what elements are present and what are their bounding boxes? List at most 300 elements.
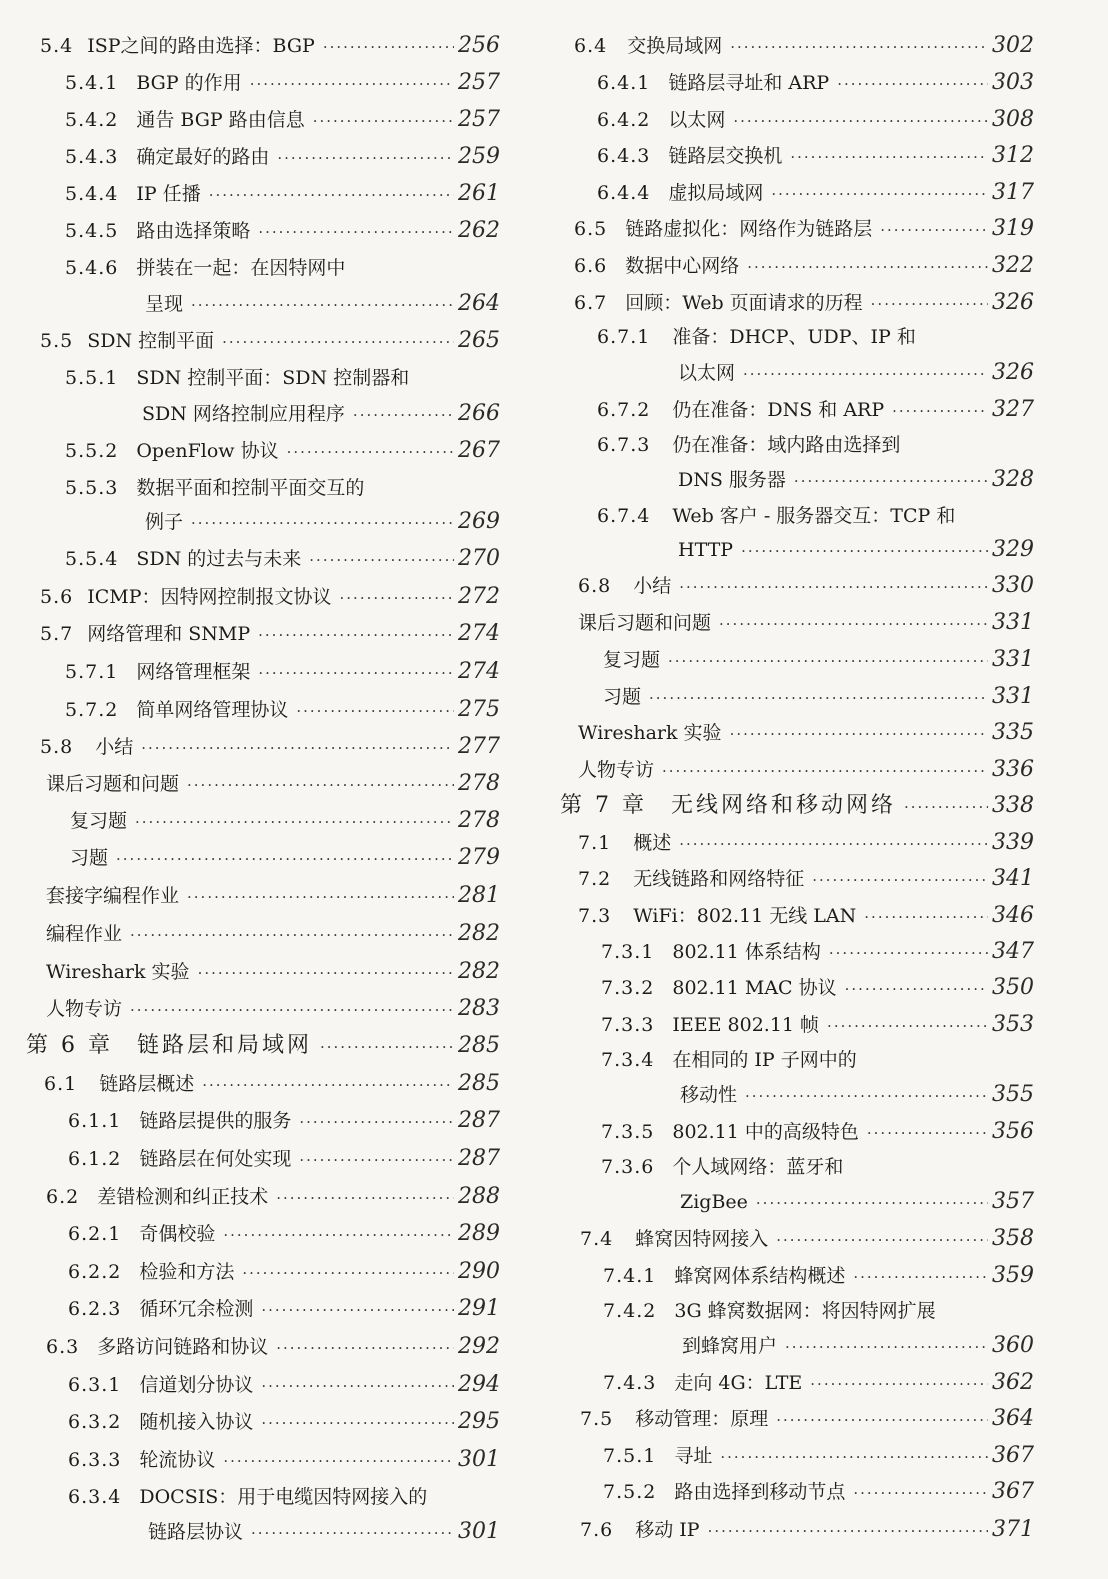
section-title: 多路访问链路和协议 xyxy=(97,1336,269,1358)
toc-entry xyxy=(65,697,500,724)
dot-leader xyxy=(871,291,988,317)
toc-entry xyxy=(574,33,1034,60)
dot-leader xyxy=(756,1190,988,1216)
dot-leader xyxy=(250,71,454,97)
dot-leader xyxy=(277,145,454,171)
chapter-entry xyxy=(560,793,1034,820)
section-title: SDN 控制平面：SDN 控制器和 xyxy=(136,367,410,389)
section-number: 5.6 xyxy=(40,586,74,608)
section-title: 人物专访 xyxy=(46,998,123,1020)
page-number: 301 xyxy=(458,1447,500,1472)
section-title: 小结 xyxy=(633,575,672,597)
dot-leader xyxy=(845,976,988,1002)
section-title: 拼装在一起：在因特网中 xyxy=(136,257,346,279)
section-title: IEEE 802.11 帧 xyxy=(672,1014,820,1036)
section-number: 5.4 xyxy=(40,35,74,57)
section-title: 到蜂窝用户 xyxy=(682,1335,778,1357)
toc-entry xyxy=(68,1372,500,1399)
section-title: 网络管理框架 xyxy=(136,661,251,683)
page-number: 364 xyxy=(992,1406,1034,1431)
section-title: 802.11 中的高级特色 xyxy=(672,1121,859,1143)
section-number: 7.4.2 xyxy=(603,1300,657,1322)
section-number: 7.5.2 xyxy=(603,1481,657,1503)
dot-leader xyxy=(837,71,988,97)
page-number: 287 xyxy=(458,1108,500,1133)
page-number: 262 xyxy=(458,218,500,243)
toc-entry xyxy=(597,180,1034,207)
section-number: 6.4.1 xyxy=(597,72,651,94)
toc-entry xyxy=(65,365,500,391)
toc-entry xyxy=(65,659,500,686)
section-title: IP 任播 xyxy=(136,183,201,205)
toc-entry-continuation xyxy=(680,1082,1034,1109)
toc-entry xyxy=(65,181,500,208)
page-number: 317 xyxy=(992,180,1034,205)
page-number: 329 xyxy=(992,537,1034,562)
page-number: 303 xyxy=(992,70,1034,95)
dot-leader xyxy=(829,940,988,966)
section-title: 蜂窝因特网接入 xyxy=(635,1228,769,1250)
toc-entry xyxy=(40,621,500,648)
section-number: 7.6 xyxy=(580,1519,614,1541)
dot-leader xyxy=(853,1264,988,1290)
toc-entry-continuation xyxy=(678,537,1034,564)
section-number: 6.4.3 xyxy=(597,145,651,167)
page-number: 295 xyxy=(458,1409,500,1434)
page-number: 338 xyxy=(992,793,1034,818)
page-number: 371 xyxy=(992,1517,1034,1542)
page-number: 331 xyxy=(992,610,1034,635)
section-title: 链路层协议 xyxy=(148,1521,244,1543)
dot-leader xyxy=(662,758,988,784)
dot-leader xyxy=(261,1297,454,1323)
chapter-entry xyxy=(26,1033,500,1060)
toc-entry xyxy=(46,996,500,1023)
toc-entry xyxy=(597,432,1034,458)
dot-leader xyxy=(320,1034,454,1060)
page-number: 355 xyxy=(992,1082,1034,1107)
page-number: 287 xyxy=(458,1146,500,1171)
dot-leader xyxy=(198,960,454,986)
page-number: 347 xyxy=(992,939,1034,964)
toc-entry xyxy=(46,921,500,948)
toc-entry xyxy=(46,1184,500,1211)
section-number: 6.7.4 xyxy=(597,505,651,527)
section-number: 6.1.1 xyxy=(68,1110,122,1132)
page-number: 274 xyxy=(458,621,500,646)
toc-entry-continuation xyxy=(148,1519,500,1546)
page-number: 301 xyxy=(458,1519,500,1544)
section-number: 6.7.2 xyxy=(597,399,651,421)
section-title: 回顾：Web 页面请求的历程 xyxy=(625,292,863,314)
section-title: Web 客户 - 服务器交互：TCP 和 xyxy=(672,505,956,527)
section-title: 数据平面和控制平面交互的 xyxy=(136,477,365,499)
section-title: 数据中心网络 xyxy=(625,255,740,277)
page-number: 331 xyxy=(992,684,1034,709)
dot-leader xyxy=(276,1335,454,1361)
page-number: 259 xyxy=(458,144,500,169)
toc-entry xyxy=(601,1047,1034,1073)
section-title: 无线链路和网络特征 xyxy=(633,868,805,890)
section-number: 5.8 xyxy=(40,736,74,758)
section-title: 路由选择到移动节点 xyxy=(674,1481,846,1503)
section-number: 5.7 xyxy=(40,623,74,645)
toc-entry xyxy=(68,1447,500,1474)
page-number: 326 xyxy=(992,290,1034,315)
toc-entry xyxy=(574,253,1034,280)
page-number: 282 xyxy=(458,959,500,984)
toc-entry xyxy=(65,475,500,501)
toc-entry xyxy=(65,218,500,245)
toc-entry-continuation xyxy=(145,509,500,536)
dot-leader xyxy=(812,867,988,893)
section-title: 编程作业 xyxy=(46,923,123,945)
toc-entry xyxy=(574,216,1034,243)
chapter-title: 链路层和局域网 xyxy=(136,1033,312,1058)
toc-entry xyxy=(65,255,500,281)
page-number: 327 xyxy=(992,397,1034,422)
dot-leader xyxy=(741,538,988,564)
dot-leader xyxy=(864,904,988,930)
toc-entry xyxy=(44,1071,500,1098)
dot-leader xyxy=(135,809,454,835)
toc-entry-continuation xyxy=(678,360,1034,387)
dot-leader xyxy=(794,468,988,494)
page-number: 330 xyxy=(992,573,1034,598)
section-title: 习题 xyxy=(70,847,109,869)
section-number: 5.4.1 xyxy=(65,72,119,94)
dot-leader xyxy=(353,402,454,428)
page-number: 272 xyxy=(458,584,500,609)
section-number: 7.4.1 xyxy=(603,1265,657,1287)
section-title: 检验和方法 xyxy=(139,1261,235,1283)
dot-leader xyxy=(251,1520,454,1546)
page-number: 279 xyxy=(458,845,500,870)
dot-leader xyxy=(258,622,454,648)
section-number: 6.2 xyxy=(46,1186,80,1208)
section-number: 5.4.5 xyxy=(65,220,119,242)
toc-entry xyxy=(40,584,500,611)
section-title: 随机接入协议 xyxy=(139,1411,254,1433)
page-number: 278 xyxy=(458,771,500,796)
section-title: 个人域网络：蓝牙和 xyxy=(672,1156,844,1178)
section-number: 7.5.1 xyxy=(603,1445,657,1467)
dot-leader xyxy=(776,1227,988,1253)
toc-entry-continuation xyxy=(680,1189,1034,1216)
section-number: 6.4.2 xyxy=(597,109,651,131)
section-number: 5.7.1 xyxy=(65,661,119,683)
page-number: 256 xyxy=(458,33,500,58)
page-number: 350 xyxy=(992,975,1034,1000)
dot-leader xyxy=(730,34,988,60)
toc-entry xyxy=(65,546,500,573)
dot-leader xyxy=(299,1147,454,1173)
page-number: 346 xyxy=(992,903,1034,928)
dot-leader xyxy=(790,144,988,170)
dot-leader xyxy=(299,1109,454,1135)
page-number: 283 xyxy=(458,996,500,1021)
page-number: 292 xyxy=(458,1334,500,1359)
page-number: 335 xyxy=(992,720,1034,745)
section-title: 802.11 MAC 协议 xyxy=(672,977,837,999)
toc-entry xyxy=(603,1479,1034,1506)
toc-entry xyxy=(68,1259,500,1286)
section-title: 以太网 xyxy=(678,362,736,384)
chapter-title: 无线网络和移动网络 xyxy=(670,793,896,818)
chapter-number: 第 6 章 xyxy=(26,1033,113,1058)
toc-entry xyxy=(597,107,1034,134)
page-number: 285 xyxy=(458,1071,500,1096)
page-number: 359 xyxy=(992,1263,1034,1288)
toc-entry xyxy=(46,771,500,798)
toc-entry xyxy=(603,1263,1034,1290)
section-title: OpenFlow 协议 xyxy=(136,440,279,462)
section-title: 移动 IP xyxy=(635,1519,700,1541)
dot-leader xyxy=(191,510,454,536)
section-title: DOCSIS：用于电缆因特网接入的 xyxy=(139,1486,428,1508)
toc-entry xyxy=(580,1406,1034,1433)
toc-entry xyxy=(578,720,1034,747)
section-title: 虚拟局域网 xyxy=(668,182,764,204)
section-number: 6.5 xyxy=(574,218,608,240)
toc-entry xyxy=(46,883,500,910)
section-title: ICMP：因特网控制报文协议 xyxy=(87,586,332,608)
section-title: Wireshark 实验 xyxy=(46,961,190,983)
dot-leader xyxy=(141,735,454,761)
section-number: 6.7.3 xyxy=(597,434,651,456)
section-title: 链路层交换机 xyxy=(668,145,783,167)
page-number: 312 xyxy=(992,143,1034,168)
page-number: 319 xyxy=(992,216,1034,241)
dot-leader xyxy=(309,547,454,573)
toc-entry xyxy=(601,939,1034,966)
section-title: 仍在准备：域内路由选择到 xyxy=(672,434,901,456)
dot-leader xyxy=(892,398,988,424)
toc-entry xyxy=(597,503,1034,529)
page-number: 266 xyxy=(458,401,500,426)
section-title: 以太网 xyxy=(668,109,726,131)
section-number: 6.8 xyxy=(578,575,612,597)
section-number: 6.3.1 xyxy=(68,1374,122,1396)
section-title: 例子 xyxy=(145,511,184,533)
dot-leader xyxy=(785,1334,988,1360)
toc-entry xyxy=(68,1108,500,1135)
toc-entry xyxy=(578,866,1034,893)
dot-leader xyxy=(668,648,988,674)
page-number: 367 xyxy=(992,1443,1034,1468)
toc-entry xyxy=(46,959,500,986)
page-number: 360 xyxy=(992,1333,1034,1358)
section-number: 5.5.4 xyxy=(65,548,119,570)
section-number: 6.3 xyxy=(46,1336,80,1358)
toc-entry xyxy=(601,1154,1034,1180)
toc-entry xyxy=(574,290,1034,317)
section-title: DNS 服务器 xyxy=(678,469,786,491)
dot-leader xyxy=(187,884,454,910)
section-number: 7.3 xyxy=(578,905,612,927)
section-title: 差错检测和纠正技术 xyxy=(97,1186,269,1208)
page-number: 261 xyxy=(458,181,500,206)
dot-leader xyxy=(904,794,988,820)
page-number: 290 xyxy=(458,1259,500,1284)
toc-entry xyxy=(578,610,1034,637)
dot-leader xyxy=(679,831,988,857)
section-number: 6.2.2 xyxy=(68,1261,122,1283)
dot-leader xyxy=(287,439,454,465)
toc-entry xyxy=(65,107,500,134)
page-number: 277 xyxy=(458,734,500,759)
page-number: 275 xyxy=(458,697,500,722)
section-title: 概述 xyxy=(633,832,672,854)
section-title: 准备：DHCP、UDP、IP 和 xyxy=(672,326,916,348)
section-title: BGP 的作用 xyxy=(136,72,242,94)
section-title: 奇偶校验 xyxy=(139,1223,216,1245)
page-number: 308 xyxy=(992,107,1034,132)
toc-entry-continuation xyxy=(678,467,1034,494)
section-title: HTTP xyxy=(678,539,734,561)
dot-leader xyxy=(187,772,454,798)
section-title: 复习题 xyxy=(603,649,661,671)
section-title: 802.11 体系结构 xyxy=(672,941,821,963)
dot-leader xyxy=(743,361,988,387)
page-number: 289 xyxy=(458,1221,500,1246)
section-number: 6.3.2 xyxy=(68,1411,122,1433)
dot-leader xyxy=(340,585,454,611)
section-number: 7.3.3 xyxy=(601,1014,655,1036)
dot-leader xyxy=(719,611,988,637)
toc-entry xyxy=(603,1370,1034,1397)
section-title: ZigBee xyxy=(680,1191,748,1213)
page-number: 353 xyxy=(992,1012,1034,1037)
section-number: 6.3.4 xyxy=(68,1486,122,1508)
chapter-number: 第 7 章 xyxy=(560,793,647,818)
toc-entry xyxy=(597,324,1034,350)
page-number: 328 xyxy=(992,467,1034,492)
dot-leader xyxy=(191,292,454,318)
section-number: 5.5.2 xyxy=(65,440,119,462)
section-title: 复习题 xyxy=(70,810,128,832)
toc-entry xyxy=(40,33,500,60)
dot-leader xyxy=(223,1448,454,1474)
page-number: 294 xyxy=(458,1372,500,1397)
dot-leader xyxy=(679,574,988,600)
page-number: 267 xyxy=(458,438,500,463)
section-title: 循环冗余检测 xyxy=(139,1298,254,1320)
section-number: 6.1.2 xyxy=(68,1148,122,1170)
dot-leader xyxy=(242,1260,454,1286)
toc-entry xyxy=(68,1146,500,1173)
toc-entry xyxy=(601,1119,1034,1146)
toc-entry xyxy=(578,573,1034,600)
section-title: 呈现 xyxy=(145,293,184,315)
page-number: 291 xyxy=(458,1296,500,1321)
toc-entry xyxy=(580,1226,1034,1253)
page-number: 331 xyxy=(992,647,1034,672)
page-number: 274 xyxy=(458,659,500,684)
section-title: 仍在准备：DNS 和 ARP xyxy=(672,399,885,421)
section-title: 网络管理和 SNMP xyxy=(87,623,251,645)
section-number: 6.2.3 xyxy=(68,1298,122,1320)
toc-entry xyxy=(65,438,500,465)
section-title: 链路层寻址和 ARP xyxy=(668,72,830,94)
section-title: 套接字编程作业 xyxy=(46,885,180,907)
section-title: 链路层概述 xyxy=(99,1073,195,1095)
page-number: 341 xyxy=(992,866,1034,891)
toc-entry xyxy=(603,647,1034,674)
section-title: 交换局域网 xyxy=(627,35,723,57)
section-title: 路由选择策略 xyxy=(136,220,251,242)
dot-leader xyxy=(649,685,988,711)
dot-leader xyxy=(853,1480,988,1506)
section-title: 简单网络管理协议 xyxy=(136,699,289,721)
toc-entry xyxy=(68,1409,500,1436)
dot-leader xyxy=(261,1373,454,1399)
dot-leader xyxy=(880,217,988,243)
section-title: WiFi：802.11 无线 LAN xyxy=(633,905,857,927)
dot-leader xyxy=(209,182,454,208)
dot-leader xyxy=(258,219,454,245)
section-number: 7.3.6 xyxy=(601,1156,655,1178)
section-number: 7.4.3 xyxy=(603,1372,657,1394)
dot-leader xyxy=(258,660,454,686)
dot-leader xyxy=(730,721,988,747)
dot-leader xyxy=(827,1013,988,1039)
dot-leader xyxy=(130,922,454,948)
page-number: 339 xyxy=(992,830,1034,855)
toc-entry xyxy=(603,1298,1034,1324)
toc-entry xyxy=(601,1012,1034,1039)
section-title: Wireshark 实验 xyxy=(578,722,722,744)
section-number: 5.5 xyxy=(40,330,74,352)
section-title: 移动性 xyxy=(680,1084,738,1106)
dot-leader xyxy=(733,108,988,134)
page-number: 302 xyxy=(992,33,1034,58)
section-number: 6.7 xyxy=(574,292,608,314)
section-number: 5.5.1 xyxy=(65,367,119,389)
page-number: 362 xyxy=(992,1370,1034,1395)
section-title: 习题 xyxy=(603,686,642,708)
section-title: 通告 BGP 路由信息 xyxy=(136,109,305,131)
dot-leader xyxy=(708,1518,988,1544)
dot-leader xyxy=(771,181,988,207)
section-title: 信道划分协议 xyxy=(139,1374,254,1396)
page-number: 281 xyxy=(458,883,500,908)
section-number: 7.4 xyxy=(580,1228,614,1250)
section-title: 课后习题和问题 xyxy=(46,773,180,795)
section-number: 5.4.2 xyxy=(65,109,119,131)
dot-leader xyxy=(222,329,454,355)
toc-entry xyxy=(70,808,500,835)
section-title: 链路层在何处实现 xyxy=(139,1148,292,1170)
section-number: 6.1 xyxy=(44,1073,78,1095)
section-number: 6.2.1 xyxy=(68,1223,122,1245)
page-number: 367 xyxy=(992,1479,1034,1504)
section-title: 链路层提供的服务 xyxy=(139,1110,292,1132)
dot-leader xyxy=(296,698,454,724)
section-title: 课后习题和问题 xyxy=(578,612,712,634)
toc-entry xyxy=(70,845,500,872)
toc-entry xyxy=(46,1334,500,1361)
dot-leader xyxy=(276,1185,454,1211)
page-number: 257 xyxy=(458,70,500,95)
section-title: 3G 蜂窝数据网：将因特网扩展 xyxy=(674,1300,936,1322)
toc-entry xyxy=(578,757,1034,784)
toc-entry xyxy=(597,397,1034,424)
dot-leader xyxy=(313,108,454,134)
section-title: 移动管理：原理 xyxy=(635,1408,769,1430)
page-number: 270 xyxy=(458,546,500,571)
section-number: 6.4.4 xyxy=(597,182,651,204)
